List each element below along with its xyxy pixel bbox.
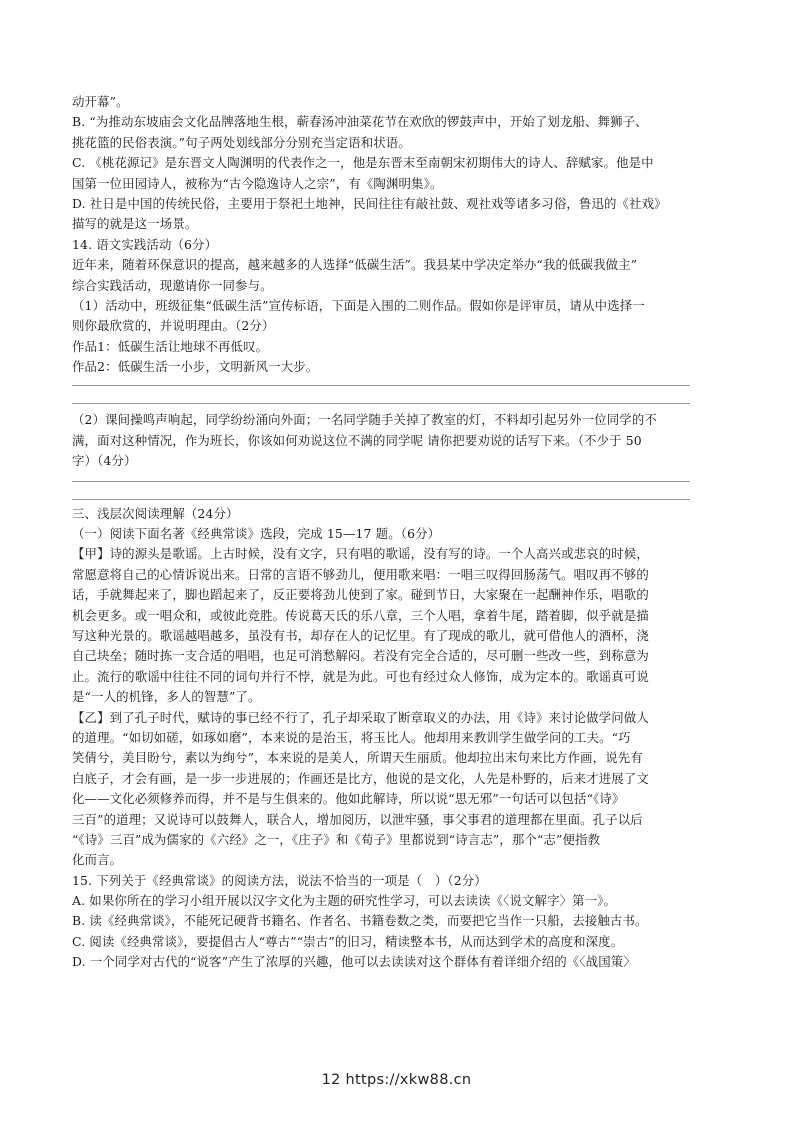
text-line: 止。流行的歌谣中往往不同的词句并行不悖，就是为此。可也有经过众人修饰，成为定本的。歌谣真可说 — [72, 668, 649, 684]
page-footer: 12 https://xkw88.cn — [321, 1072, 472, 1088]
text-line: 作品2：低碳生活一小步，文明新风一大步。 — [72, 359, 319, 375]
text-line: C. 《桃花源记》是东晋文人陶渊明的代表作之一，他是东晋末至南朝宋初期伟大的诗人、辞赋家。他是中 — [72, 155, 654, 171]
text-line: 机会更多。或一唱众和，或彼此竞胜。传说葛天氏的乐八章，三个人唱，拿着牛尾，踏着脚，似乎就是描 — [72, 607, 649, 623]
text-line: C. 阅读《经典常谈》，要提倡古人“尊古”“崇古”的旧习，精读整本书，从而达到学术的高度和深度。 — [72, 933, 624, 949]
text-line: 三百”的道理；又说诗可以鼓舞人，联合人，增加阅历，以泄牢骚，事父事君的道理都在里面。孔子以后 — [72, 811, 643, 827]
top-text-block — [72, 92, 724, 377]
text-line: （1）活动中，班级征集“低碳生活”宣传标语，下面是入围的二则作品。假如你是评审员，请从中选择一 — [72, 297, 645, 313]
text-line: 笑倩兮，美目盼兮，素以为绚兮”，本来说的是美人，所谓天生丽质。他却拉出末句来比方作画，说先有 — [72, 750, 643, 766]
text-line: A. 如果你所在的学习小组开展以汉字文化为主题的研究性学习，可以去读读《〈说文解字〉第一》。 — [72, 893, 617, 909]
text-line: D. 社日是中国的传统民俗，主要用于祭祀土地神，民间往往有敲社鼓、观社戏等诸多习俗，鲁迅的《社戏》 — [72, 195, 667, 211]
text-line: 化而言。 — [72, 852, 123, 868]
text-line: 满，面对这种情况，作为班长，你该如何劝说这位不满的同学呢 请你把要劝说的话写下来。（不少于 50 — [72, 432, 642, 448]
text-line: 字）（4分） — [72, 453, 137, 469]
text-line: 常愿意将自己的心情诉说出来。日常的言语不够劲儿，便用歌来唱：一唱三叹得回肠荡气。唱叹再不够的 — [72, 566, 649, 582]
text-line: 近年来，随着环保意识的提高，越来越多的人选择“低碳生活”。我县某中学决定举办“我的低碳我做主” — [72, 257, 638, 273]
text-line: 作品1：低碳生活让地球不再低叹。 — [72, 338, 269, 354]
page-content — [72, 92, 724, 973]
text-line: （一）阅读下面名著《经典常谈》选段，完成 15—17 题。（6分） — [72, 526, 441, 542]
text-line: B. 读《经典常谈》，不能死记硬背书籍名、作者名、书籍卷数之类，而要把它当作一只船，去接触古书。 — [72, 913, 648, 929]
text-line: D. 一个同学对古代的“说客”产生了浓厚的兴趣，他可以去读读对这个群体有着详细介绍的《〈战国策〉 — [72, 954, 636, 970]
text-line: 动开幕”。 — [72, 94, 129, 109]
text-line: 14. 语文实践活动（6分） — [72, 236, 218, 252]
text-line: （2）课间操鸣声响起，同学纷纷涌向外面；一名同学随手关掉了教室的灯，不料却引起另外一位同学的不 — [72, 412, 657, 428]
text-line: 【甲】诗的源头是歌谣。上古时候，没有文字，只有唱的歌谣，没有写的诗。一个人高兴或悲哀的时候， — [72, 546, 649, 562]
text-line: 则你最欣赏的，并说明理由。（2分） — [72, 318, 275, 334]
reading-section-block — [72, 504, 724, 973]
text-line: 的道理。“如切如磋，如琢如磨”，本来说的是治玉，将玉比人。他却用来教训学生做学问的工夫。“巧 — [72, 729, 631, 745]
text-line: 写这种光景的。歌谣越唱越多，虽没有书，却存在人的记忆里。有了现成的歌儿，就可借他人的酒杯，浇 — [72, 627, 649, 643]
text-line: 白底子，才会有画，是一步一步进展的；作画还是比方，他说的是文化，人先是朴野的，后来才进展了文 — [72, 770, 649, 786]
text-line: “《诗》三百”成为儒家的《六经》之一，《庄子》和《荀子》里都说到“诗言志”，那个“志”便指教 — [72, 831, 601, 847]
text-line: B. “为推动东坡庙会文化品牌落地生根，蕲春汤冲油菜花节在欢欣的锣鼓声中，开始了划龙船、舞狮子、 — [72, 114, 648, 130]
text-line: 15. 下列关于《经典常谈》的阅读方法，说法不恰当的一项是（ ）（2分） — [72, 872, 487, 888]
text-line: 描写的就是这一场景。 — [72, 216, 198, 232]
text-line: 挑花篮的民俗表演。”句子两处划线部分分别充当定语和状语。 — [72, 134, 411, 150]
text-line: 话，手就舞起来了，脚也蹈起来了，反正要将劲儿使到了家。碰到节日，大家聚在一起酬神作乐，唱歌的 — [72, 587, 649, 603]
question-2-block — [72, 410, 724, 471]
text-line: 自己块垒；随时拣一支合适的唱唱，也足可消愁解闷。若没有完全合适的，尽可删一些改一些，到称意为 — [72, 648, 649, 664]
text-line: 是“一人的机锋，多人的智慧”了。 — [72, 689, 261, 705]
text-line: 化——文化必须修养而得，并不是与生俱来的。他如此解诗，所以说“思无邪”一句话可以包括“《诗》 — [72, 791, 625, 807]
text-line: 三、浅层次阅读理解（24分） — [72, 505, 239, 521]
text-line: 【乙】到了孔子时代，赋诗的事已经不行了，孔子却采取了断章取义的办法，用《诗》来讨论做学问做人 — [72, 709, 649, 725]
text-line: 综合实践活动，现邀请你一同参与。 — [72, 277, 273, 293]
text-line: 国第一位田园诗人，被称为“古今隐逸诗人之宗”，有《陶渊明集》。 — [72, 175, 443, 191]
